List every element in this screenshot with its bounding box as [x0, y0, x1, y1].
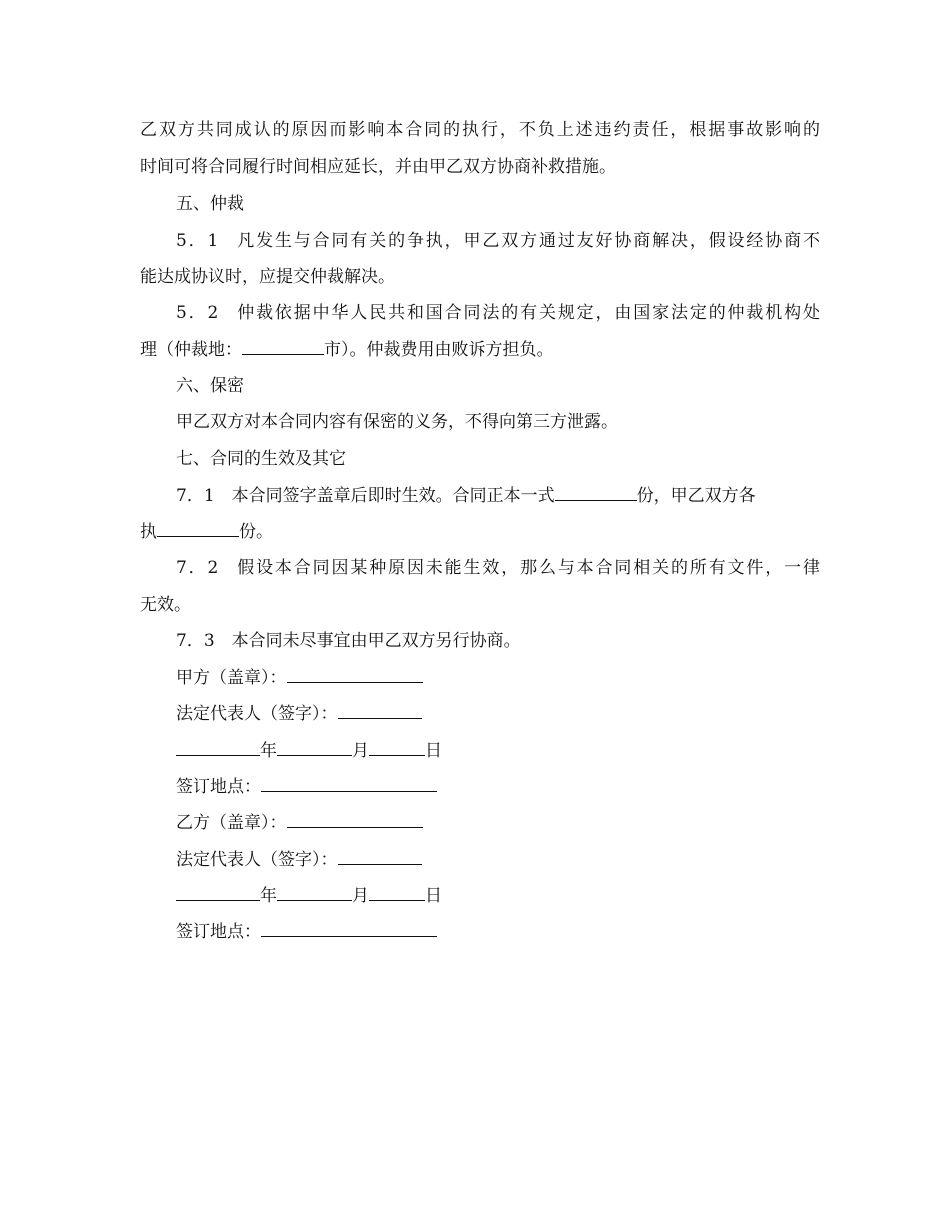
section-6-heading: 六、保密 — [176, 376, 244, 396]
clause-text: 份，甲乙双方各 — [636, 486, 756, 506]
party-b-date-row — [176, 885, 820, 907]
month-label: 月 — [352, 741, 369, 761]
party-a-place-row — [176, 776, 820, 798]
copies-each-blank[interactable] — [157, 521, 239, 537]
arbitration-place-label: 理（仲裁地： — [140, 340, 242, 360]
party-a-year-blank[interactable] — [176, 740, 260, 756]
clause-number: 7．2 — [176, 558, 219, 578]
party-b-place-label: 签订地点： — [176, 922, 261, 942]
clause-text: 份。 — [239, 522, 273, 542]
party-b-place-row — [176, 921, 820, 943]
party-a-representative-row — [176, 703, 820, 725]
party-a-representative-label: 法定代表人（签字）： — [176, 704, 338, 724]
clause-number: 5．1 — [176, 231, 219, 251]
party-b-signature-blank[interactable] — [338, 849, 422, 865]
party-b-seal-row — [176, 812, 820, 834]
year-label: 年 — [260, 886, 277, 906]
clause-7-1-line-1 — [176, 485, 820, 507]
party-a-place-blank[interactable] — [261, 776, 437, 792]
party-b-month-blank[interactable] — [277, 885, 352, 901]
month-label: 月 — [352, 886, 369, 906]
clause-7-1-line-2 — [140, 521, 820, 543]
force-majeure-line-2: 时间可将合同履行时间相应延长，并由甲乙双方协商补救措施。 — [140, 157, 616, 177]
day-label: 日 — [425, 741, 442, 761]
party-a-day-blank[interactable] — [369, 740, 425, 756]
day-label: 日 — [425, 886, 442, 906]
clause-5-1-line-1 — [176, 230, 820, 252]
force-majeure-line-1: 乙双方共同成认的原因而影响本合同的执行，不负上述违约责任，根据事故影响的 — [140, 120, 820, 140]
clause-5-1-line-2: 能达成协议时，应提交仲裁解决。 — [140, 267, 395, 287]
party-a-signature-blank[interactable] — [338, 703, 422, 719]
clause-text: 本合同未尽事宜由甲乙双方另行协商。 — [231, 631, 521, 651]
party-b-representative-label: 法定代表人（签字）： — [176, 850, 338, 870]
party-b-seal-blank[interactable] — [287, 812, 423, 828]
party-a-month-blank[interactable] — [277, 740, 352, 756]
party-a-seal-row — [176, 667, 820, 689]
section-5-heading: 五、仲裁 — [176, 194, 244, 214]
clause-5-2-line-2 — [140, 339, 820, 361]
party-a-place-label: 签订地点： — [176, 777, 261, 797]
party-b-day-blank[interactable] — [369, 885, 425, 901]
clause-text: 仲裁依据中华人民共和国合同法的有关规定，由国家法定的仲裁机构处 — [235, 303, 820, 323]
party-b-place-blank[interactable] — [261, 921, 437, 937]
confidentiality-clause: 甲乙双方对本合同内容有保密的义务，不得向第三方泄露。 — [176, 412, 618, 432]
year-label: 年 — [260, 741, 277, 761]
clause-7-2-line-2: 无效。 — [140, 595, 191, 615]
clause-7-2-line-1 — [176, 557, 820, 579]
arbitration-fee-text: 市）。仲裁费用由败诉方担负。 — [324, 340, 554, 360]
party-a-seal-label: 甲方（盖章）： — [176, 668, 287, 688]
party-b-seal-label: 乙方（盖章）： — [176, 813, 287, 833]
copies-total-blank[interactable] — [555, 485, 637, 501]
party-a-date-row — [176, 740, 820, 762]
party-a-seal-blank[interactable] — [287, 667, 423, 683]
clause-number: 7．3 — [176, 631, 215, 651]
clause-text: 假设本合同因某种原因未能生效，那么与本合同相关的所有文件，一律 — [235, 558, 820, 578]
clause-text: 凡发生与合同有关的争执，甲乙双方通过友好协商解决，假设经协商不 — [235, 231, 820, 251]
party-b-year-blank[interactable] — [176, 885, 260, 901]
clause-number: 5．2 — [176, 303, 219, 323]
clause-5-2-line-1 — [176, 302, 820, 324]
clause-text: 本合同签字盖章后即时生效。合同正本一式 — [231, 486, 555, 506]
arbitration-city-blank[interactable] — [242, 339, 324, 355]
clause-text: 执 — [140, 522, 157, 542]
clause-7-3 — [176, 630, 820, 652]
clause-number: 7．1 — [176, 486, 215, 506]
section-7-heading: 七、合同的生效及其它 — [176, 449, 346, 469]
party-b-representative-row — [176, 849, 820, 871]
